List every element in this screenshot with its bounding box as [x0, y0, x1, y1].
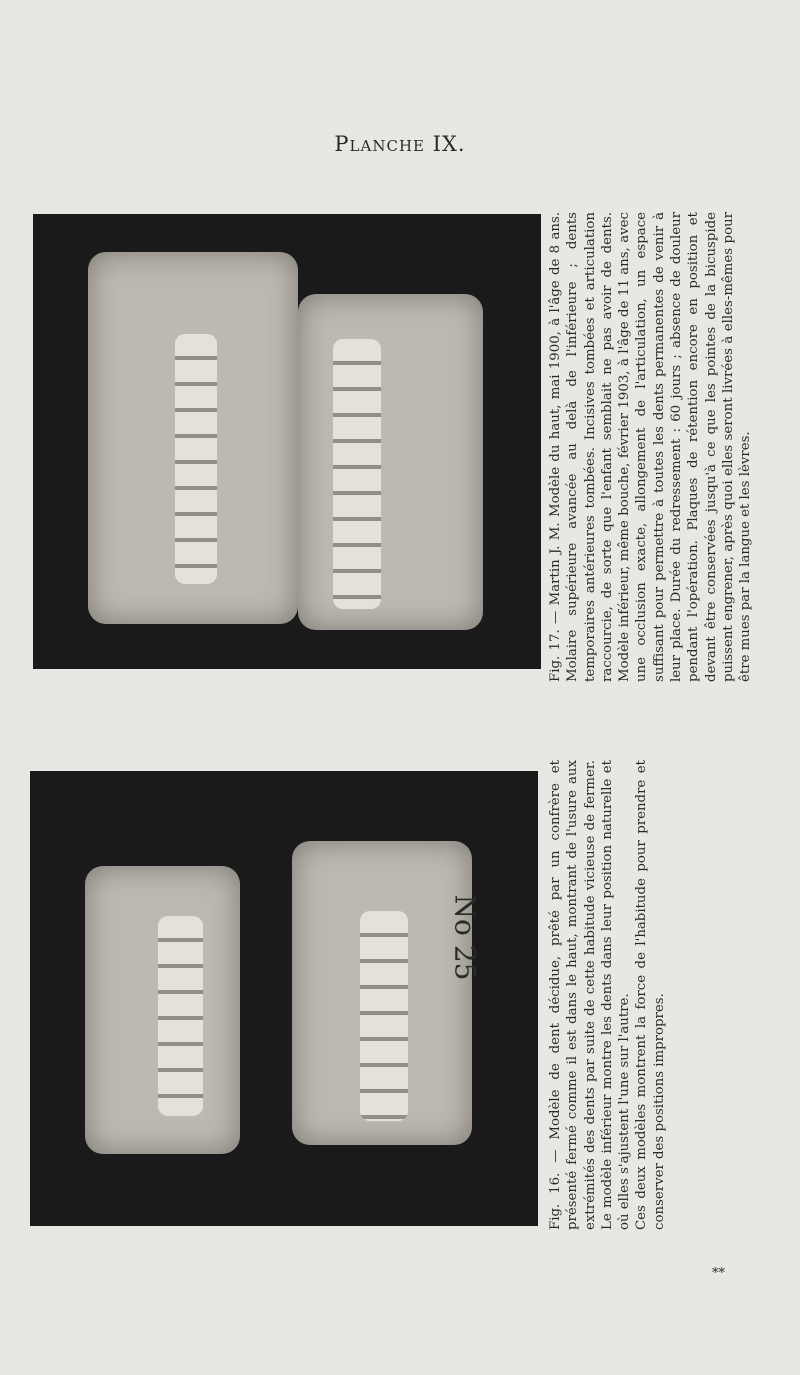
figure-17-photograph	[33, 214, 541, 669]
lower-teeth-row	[360, 911, 408, 1121]
figure-16-caption: Fig. 16. — Modèle de dent décidue, prêté par un confrère et présenté fermé comme il est dans le haut, montrant de l'usure aux extrémités des dents par suite de cette habitude vicieuse de fermer. Le modèle inférieur montre les dents dans leur position naturelle et où elles s'ajustent l'une sur l'autre. Ces deux modèles montrent la force de l'habitude pour prendre et conserver des positions impropres.	[548, 760, 667, 1230]
figure-16-photograph	[30, 771, 538, 1226]
upper-teeth-row	[175, 334, 217, 584]
figure-16-caption-continued: Ces deux modèles montrent la force de l'habitude pour prendre et conserver des positions impropres.	[634, 760, 667, 1230]
plate-title: Planche IX.	[334, 132, 466, 156]
lower-cast-model	[298, 294, 483, 630]
cast-number-label: No 25	[448, 894, 482, 981]
signature-mark: **	[712, 1266, 725, 1281]
upper-teeth-row	[158, 916, 203, 1116]
figure-17-caption: Fig. 17. — Martin J. M. Modèle du haut, mai 1900, à l'âge de 8 ans. Molaire supérieure avancée au delà de l'inférieure ; dents temporaires antérieures tombées. Incisives tombées et articulation raccourcie, de sorte que l'enfant semblait ne pas avoir de dents. Modèle inférieur, même bouche, février 1903, à l'âge de 11 ans, avec une occlusion exacte, allongement de l'articulation, un espace suffisant pour permettre à toutes les dents permanentes de venir à leur place. Durée du redressement : 60 jours ; absence de douleur pendant l'opération. Plaques de rétention encore en position et devant être conservées jusqu'à ce que les pointes de la bicuspide puissent engrener, après quoi elles seront livrées à elles-mêmes pour être mues par la langue et les lèvres.	[548, 212, 754, 682]
lower-teeth-row	[333, 339, 381, 609]
